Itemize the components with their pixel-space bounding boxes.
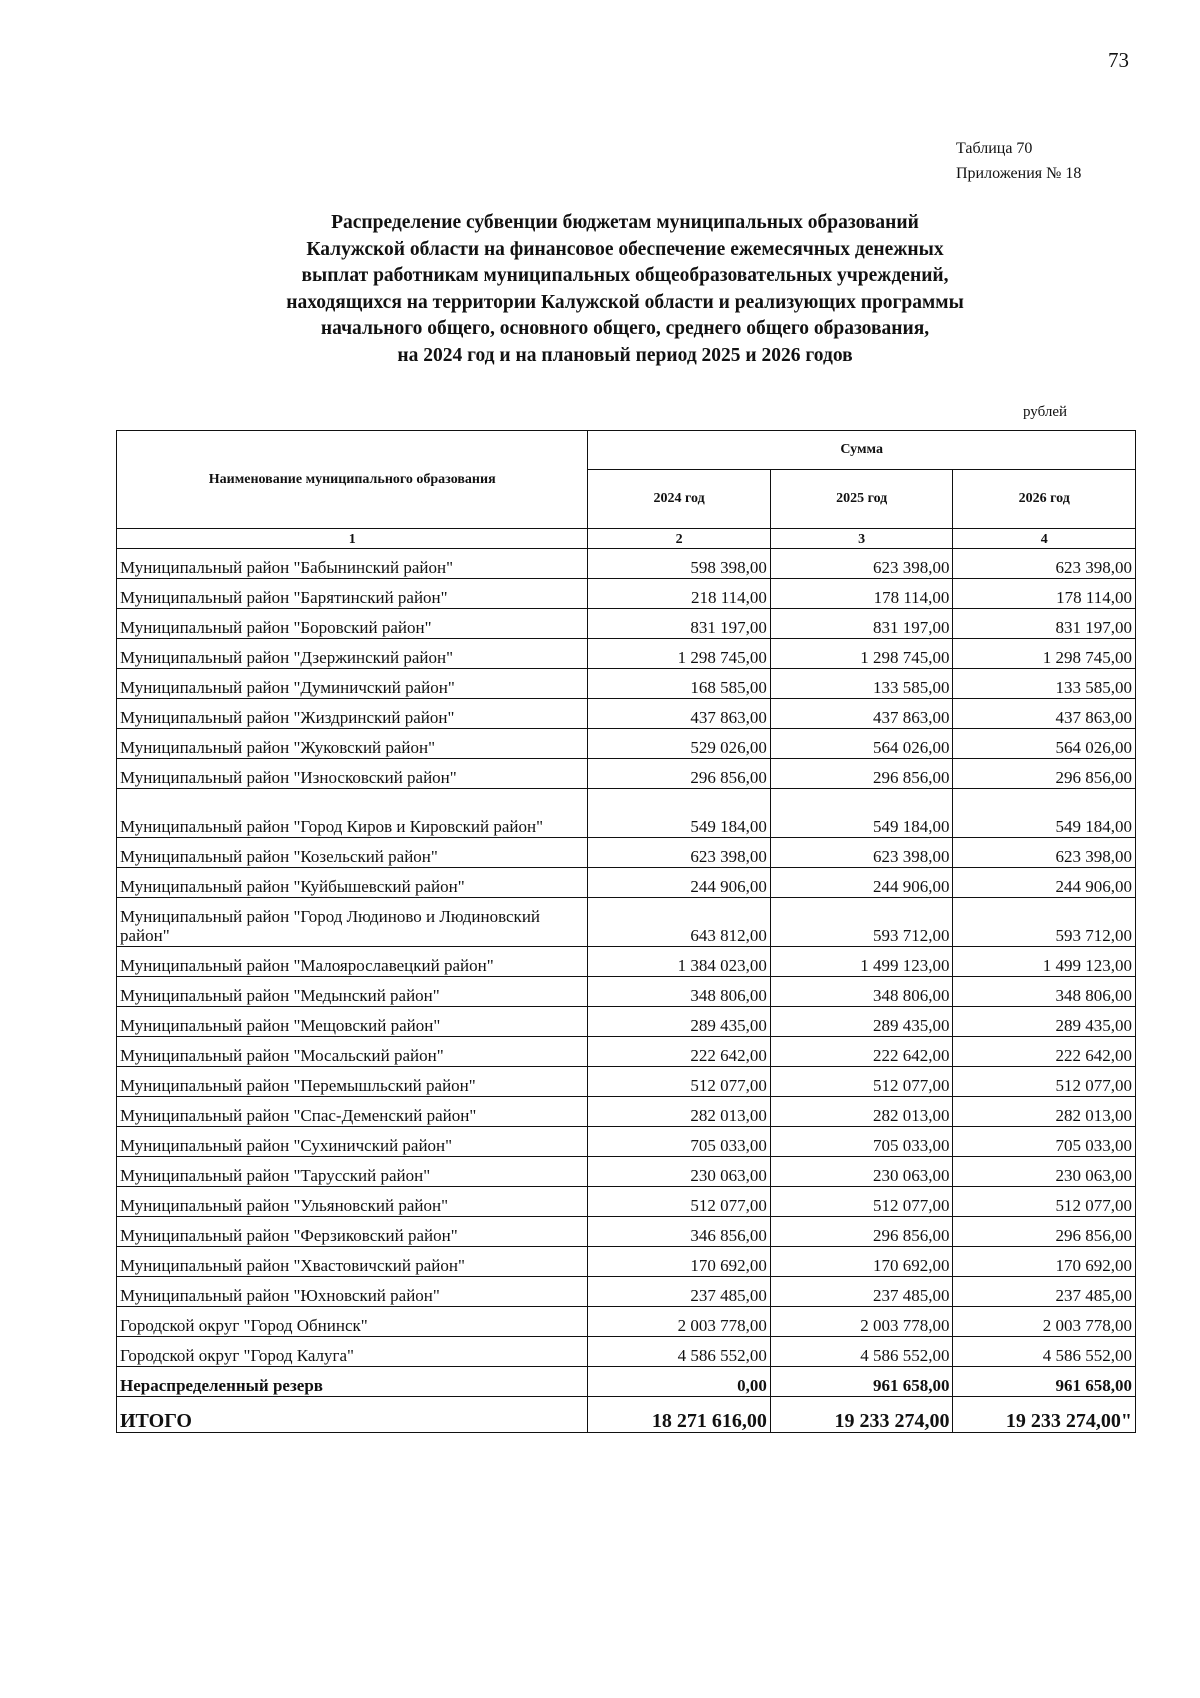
column-index: 1	[117, 529, 588, 549]
amount-2024: 623 398,00	[588, 838, 771, 868]
total-2024: 18 271 616,00	[588, 1397, 771, 1433]
amount-2025: 512 077,00	[770, 1187, 953, 1217]
amount-2024: 4 586 552,00	[588, 1337, 771, 1367]
table-row	[117, 1277, 1136, 1307]
table-row	[117, 1307, 1136, 1337]
table-row	[117, 1127, 1136, 1157]
table-row	[117, 1097, 1136, 1127]
amount-2024: 170 692,00	[588, 1247, 771, 1277]
amount-2025: 593 712,00	[770, 898, 953, 947]
table-row	[117, 549, 1136, 579]
table-body	[117, 549, 1136, 1367]
amount-2024: 218 114,00	[588, 579, 771, 609]
amount-2025: 178 114,00	[770, 579, 953, 609]
amount-2026: 564 026,00	[953, 729, 1136, 759]
amount-2026: 230 063,00	[953, 1157, 1136, 1187]
municipality-name: Муниципальный район "Хвастовичский район"	[117, 1247, 588, 1277]
municipality-name: Муниципальный район "Ферзиковский район"	[117, 1217, 588, 1247]
table-row	[117, 868, 1136, 898]
amount-2025: 237 485,00	[770, 1277, 953, 1307]
municipality-name: Муниципальный район "Думиничский район"	[117, 669, 588, 699]
table-row	[117, 699, 1136, 729]
amount-2026: 705 033,00	[953, 1127, 1136, 1157]
amount-2026: 1 499 123,00	[953, 947, 1136, 977]
municipality-name: Муниципальный район "Перемышльский район"	[117, 1067, 588, 1097]
table-row	[117, 1007, 1136, 1037]
municipality-name: Муниципальный район "Козельский район"	[117, 838, 588, 868]
amount-2024: 705 033,00	[588, 1127, 771, 1157]
table-row	[117, 759, 1136, 789]
amount-2024: 237 485,00	[588, 1277, 771, 1307]
amount-2026: 623 398,00	[953, 549, 1136, 579]
title-line: выплат работникам муниципальных общеобразовательных учреждений,	[301, 265, 949, 286]
table-row	[117, 669, 1136, 699]
municipality-name: Муниципальный район "Боровский район"	[117, 609, 588, 639]
amount-2024: 598 398,00	[588, 549, 771, 579]
amount-2024: 512 077,00	[588, 1067, 771, 1097]
table-row	[117, 977, 1136, 1007]
table-row	[117, 609, 1136, 639]
amount-2024: 2 003 778,00	[588, 1307, 771, 1337]
amount-2024: 348 806,00	[588, 977, 771, 1007]
title-line: Распределение субвенции бюджетам муниципальных образований	[331, 212, 919, 233]
amount-2026: 296 856,00	[953, 759, 1136, 789]
amount-2024: 168 585,00	[588, 669, 771, 699]
table-reference	[956, 136, 1081, 186]
amount-2025: 282 013,00	[770, 1097, 953, 1127]
table-row	[117, 1187, 1136, 1217]
column-index: 3	[770, 529, 953, 549]
municipality-name: Городской округ "Город Обнинск"	[117, 1307, 588, 1337]
amount-2025: 512 077,00	[770, 1067, 953, 1097]
amount-2026: 237 485,00	[953, 1277, 1136, 1307]
amount-2024: 282 013,00	[588, 1097, 771, 1127]
amount-2025: 170 692,00	[770, 1247, 953, 1277]
table-row	[117, 639, 1136, 669]
municipality-name: Муниципальный район "Дзержинский район"	[117, 639, 588, 669]
amount-2026: 348 806,00	[953, 977, 1136, 1007]
header-year-2026: 2026 год	[953, 470, 1136, 529]
amount-2026: 593 712,00	[953, 898, 1136, 947]
amount-2024: 346 856,00	[588, 1217, 771, 1247]
amount-2025: 222 642,00	[770, 1037, 953, 1067]
amount-2024: 1 298 745,00	[588, 639, 771, 669]
header-municipality: Наименование муниципального образования	[117, 431, 588, 529]
municipality-name: Муниципальный район "Куйбышевский район"	[117, 868, 588, 898]
municipality-name: Муниципальный район "Сухиничский район"	[117, 1127, 588, 1157]
amount-2025: 296 856,00	[770, 759, 953, 789]
subvention-table	[116, 430, 1136, 1433]
document-title	[215, 210, 1035, 369]
amount-2025: 623 398,00	[770, 838, 953, 868]
municipality-name: Муниципальный район "Бабынинский район"	[117, 549, 588, 579]
header-sum: Сумма	[588, 431, 1136, 470]
amount-2024: 289 435,00	[588, 1007, 771, 1037]
amount-2026: 222 642,00	[953, 1037, 1136, 1067]
amount-2025: 831 197,00	[770, 609, 953, 639]
amount-2025: 4 586 552,00	[770, 1337, 953, 1367]
amount-2026: 178 114,00	[953, 579, 1136, 609]
municipality-name: Муниципальный район "Спас-Деменский район"	[117, 1097, 588, 1127]
column-index: 2	[588, 529, 771, 549]
total-2025: 19 233 274,00	[770, 1397, 953, 1433]
total-name: ИТОГО	[117, 1397, 588, 1433]
reserve-2024: 0,00	[588, 1367, 771, 1397]
amount-2026: 133 585,00	[953, 669, 1136, 699]
municipality-name: Муниципальный район "Медынский район"	[117, 977, 588, 1007]
amount-2025: 564 026,00	[770, 729, 953, 759]
amount-2025: 623 398,00	[770, 549, 953, 579]
amount-2024: 512 077,00	[588, 1187, 771, 1217]
amount-2026: 296 856,00	[953, 1217, 1136, 1247]
amount-2026: 549 184,00	[953, 789, 1136, 838]
header-year-2024: 2024 год	[588, 470, 771, 529]
amount-2025: 549 184,00	[770, 789, 953, 838]
table-row	[117, 898, 1136, 947]
municipality-name: Муниципальный район "Жуковский район"	[117, 729, 588, 759]
table-number: Таблица 70	[956, 140, 1033, 157]
amount-2024: 831 197,00	[588, 609, 771, 639]
amount-2025: 1 298 745,00	[770, 639, 953, 669]
table-row	[117, 579, 1136, 609]
amount-2025: 437 863,00	[770, 699, 953, 729]
municipality-name: Муниципальный район "Юхновский район"	[117, 1277, 588, 1307]
amount-2026: 282 013,00	[953, 1097, 1136, 1127]
amount-2026: 623 398,00	[953, 838, 1136, 868]
amount-2024: 529 026,00	[588, 729, 771, 759]
amount-2025: 705 033,00	[770, 1127, 953, 1157]
table-row	[117, 838, 1136, 868]
municipality-name: Муниципальный район "Мосальский район"	[117, 1037, 588, 1067]
table-row	[117, 1037, 1136, 1067]
table-row	[117, 1337, 1136, 1367]
municipality-name: Муниципальный район "Город Киров и Кировский район"	[117, 789, 588, 838]
amount-2025: 2 003 778,00	[770, 1307, 953, 1337]
reserve-row	[117, 1367, 1136, 1397]
table-row	[117, 1157, 1136, 1187]
amount-2024: 230 063,00	[588, 1157, 771, 1187]
amount-2025: 133 585,00	[770, 669, 953, 699]
amount-2025: 348 806,00	[770, 977, 953, 1007]
municipality-name: Муниципальный район "Жиздринский район"	[117, 699, 588, 729]
amount-2024: 222 642,00	[588, 1037, 771, 1067]
amount-2026: 512 077,00	[953, 1187, 1136, 1217]
amount-2026: 170 692,00	[953, 1247, 1136, 1277]
total-row	[117, 1397, 1136, 1433]
table-row	[117, 1067, 1136, 1097]
amount-2026: 244 906,00	[953, 868, 1136, 898]
amount-2026: 2 003 778,00	[953, 1307, 1136, 1337]
municipality-name: Муниципальный район "Барятинский район"	[117, 579, 588, 609]
amount-2026: 289 435,00	[953, 1007, 1136, 1037]
table-row	[117, 947, 1136, 977]
amount-2025: 230 063,00	[770, 1157, 953, 1187]
title-line: Калужской области на финансовое обеспечение ежемесячных денежных	[306, 238, 944, 260]
page-number: 73	[1108, 48, 1129, 72]
amount-2026: 437 863,00	[953, 699, 1136, 729]
amount-2024: 643 812,00	[588, 898, 771, 947]
reserve-2026: 961 658,00	[953, 1367, 1136, 1397]
amount-2024: 296 856,00	[588, 759, 771, 789]
amount-2024: 1 384 023,00	[588, 947, 771, 977]
title-line: на 2024 год и на плановый период 2025 и 2026 годов	[397, 344, 853, 366]
reserve-name: Нераспределенный резерв	[117, 1367, 588, 1397]
amount-2025: 289 435,00	[770, 1007, 953, 1037]
appendix-number: Приложения № 18	[956, 165, 1082, 182]
amount-2026: 512 077,00	[953, 1067, 1136, 1097]
amount-2024: 244 906,00	[588, 868, 771, 898]
amount-2026: 4 586 552,00	[953, 1337, 1136, 1367]
title-line: начального общего, основного общего, среднего общего образования,	[320, 318, 930, 339]
amount-2025: 244 906,00	[770, 868, 953, 898]
municipality-name: Муниципальный район "Малоярославецкий район"	[117, 947, 588, 977]
unit-label: рублей	[1023, 404, 1068, 420]
municipality-name: Муниципальный район "Ульяновский район"	[117, 1187, 588, 1217]
amount-2024: 549 184,00	[588, 789, 771, 838]
table-row	[117, 729, 1136, 759]
total-2026: 19 233 274,00"	[953, 1397, 1136, 1433]
title-line: находящихся на территории Калужской области и реализующих программы	[286, 291, 964, 313]
table-row	[117, 1217, 1136, 1247]
municipality-name: Городской округ "Город Калуга"	[117, 1337, 588, 1367]
amount-2025: 1 499 123,00	[770, 947, 953, 977]
municipality-name: Муниципальный район "Износковский район"	[117, 759, 588, 789]
column-index: 4	[953, 529, 1136, 549]
amount-2026: 831 197,00	[953, 609, 1136, 639]
amount-2025: 296 856,00	[770, 1217, 953, 1247]
reserve-2025: 961 658,00	[770, 1367, 953, 1397]
municipality-name: Муниципальный район "Мещовский район"	[117, 1007, 588, 1037]
table-row	[117, 1247, 1136, 1277]
table-row	[117, 789, 1136, 838]
amount-2024: 437 863,00	[588, 699, 771, 729]
amount-2026: 1 298 745,00	[953, 639, 1136, 669]
municipality-name: Муниципальный район "Тарусский район"	[117, 1157, 588, 1187]
municipality-name: Муниципальный район "Город Людиново и Людиновский район"	[117, 898, 588, 947]
header-year-2025: 2025 год	[770, 470, 953, 529]
